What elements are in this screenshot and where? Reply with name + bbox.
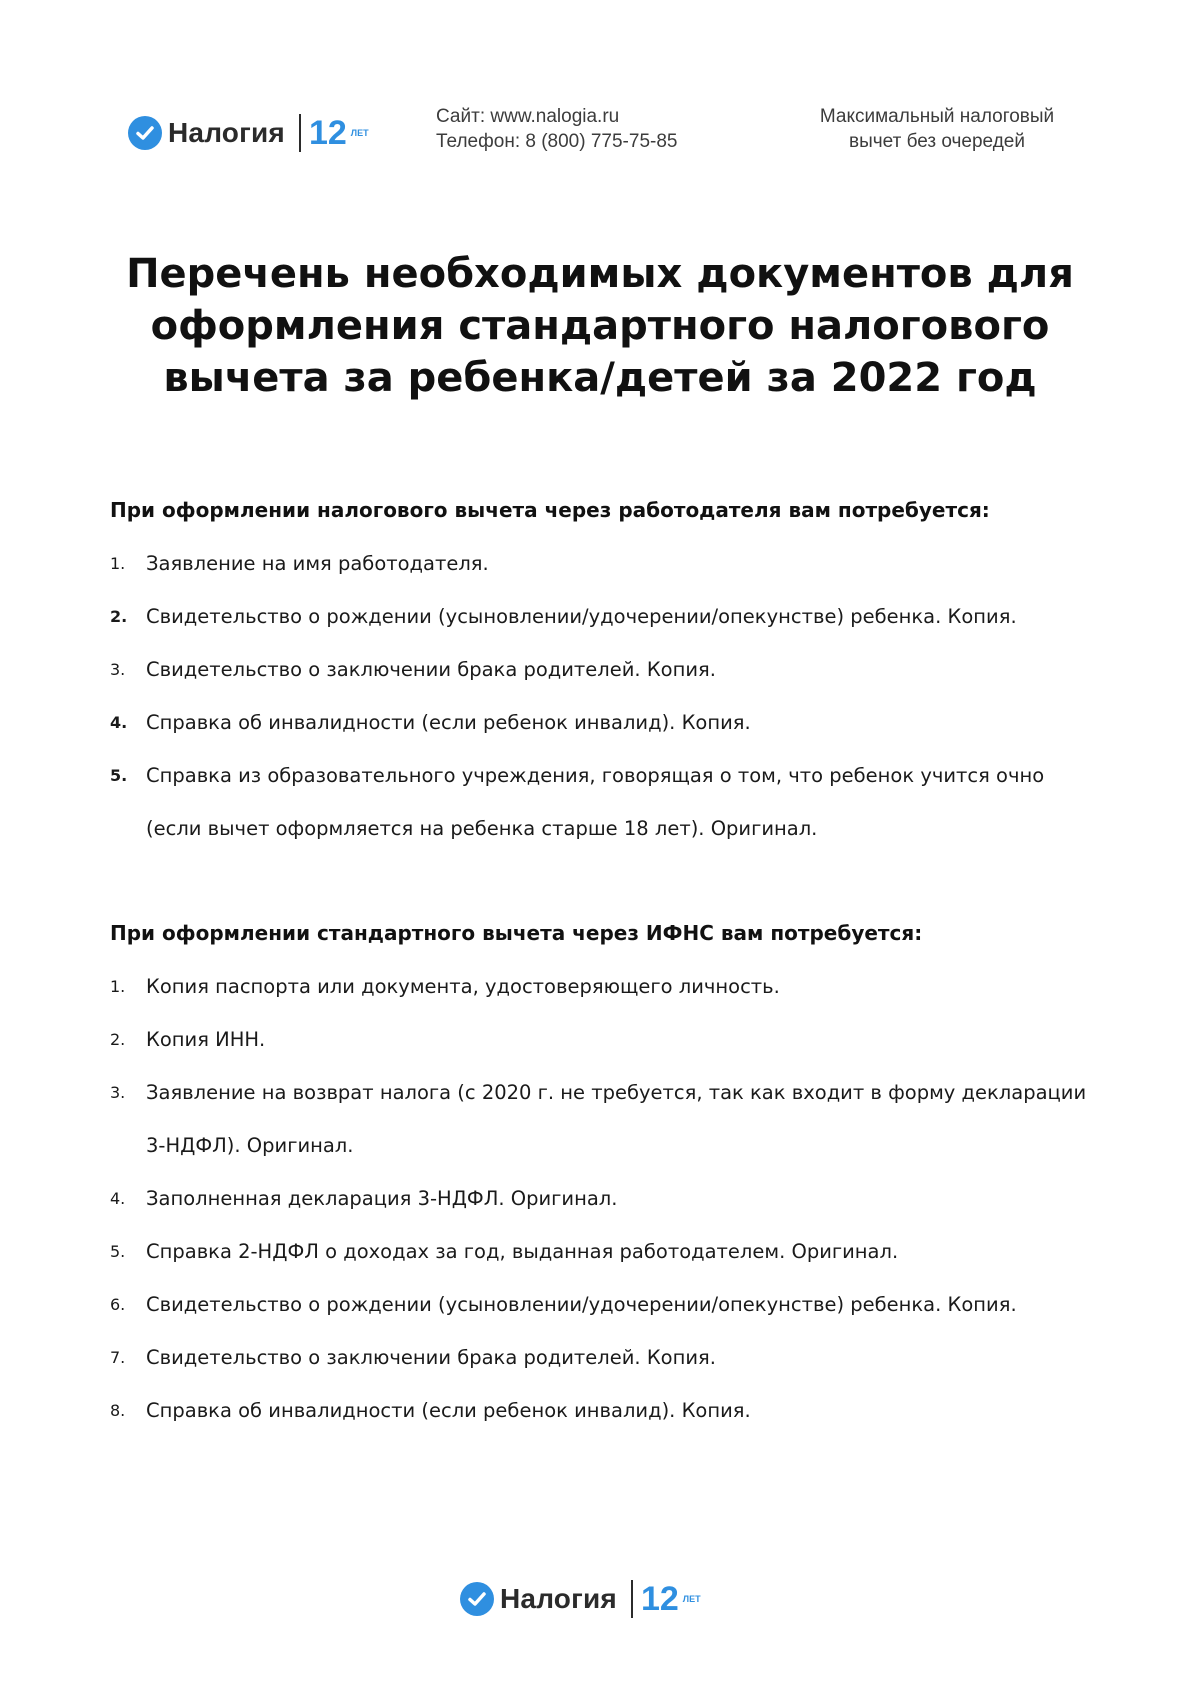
list-item — [110, 1172, 1100, 1225]
list-item — [110, 960, 1100, 1013]
list-item — [110, 696, 1100, 749]
tagline-line-1: Максимальный налоговый — [819, 106, 1055, 127]
list-item-text: Заявление на возврат налога (с 2020 г. не требуется, так как входит в форму декларации 3-НДФЛ). Оригинал. — [146, 1081, 1087, 1157]
list-item-text: Копия ИНН. — [146, 1028, 266, 1051]
employer-documents-list — [110, 537, 1100, 855]
list-item-number: 2. — [110, 607, 128, 626]
logo-divider — [631, 1580, 633, 1618]
list-item-number: 5. — [110, 766, 128, 785]
list-item-number: 8. — [110, 1401, 126, 1420]
list-item-text: Копия паспорта или документа, удостоверяющего личность. — [146, 975, 780, 998]
section-employer-heading: При оформлении налогового вычета через работодателя вам потребуется: — [110, 498, 990, 522]
contact-info — [436, 104, 677, 154]
list-item-number: 1. — [110, 977, 126, 996]
list-item — [110, 1013, 1100, 1066]
tagline — [802, 104, 1072, 154]
list-item-number: 7. — [110, 1348, 126, 1367]
list-item-text: Заявление на имя работодателя. — [146, 552, 489, 575]
list-item — [110, 1278, 1100, 1331]
footer-logo[interactable] — [460, 1580, 701, 1618]
logo-divider — [299, 114, 301, 152]
list-item-text: Справка 2-НДФЛ о доходах за год, выданная работодателем. Оригинал. — [146, 1240, 899, 1263]
list-item-text: Справка об инвалидности (если ребенок инвалид). Копия. — [146, 711, 751, 734]
list-item-number: 3. — [110, 1083, 126, 1102]
list-item-number: 5. — [110, 1242, 126, 1261]
list-item-text: Свидетельство о заключении брака родителей. Копия. — [146, 1346, 716, 1369]
logo-years-label: ЛЕТ — [350, 127, 369, 138]
list-item — [110, 537, 1100, 590]
list-item-text: Свидетельство о рождении (усыновлении/удочерении/опекунстве) ребенка. Копия. — [146, 1293, 1017, 1316]
section-ifns-heading: При оформлении стандартного вычета через ИФНС вам потребуется: — [110, 921, 923, 945]
list-item-text: Заполненная декларация 3-НДФЛ. Оригинал. — [146, 1187, 618, 1210]
title-line-3: вычета за ребенка/детей за 2022 год — [163, 355, 1037, 401]
list-item — [110, 1066, 1100, 1172]
list-item — [110, 1384, 1100, 1437]
list-item-number: 2. — [110, 1030, 126, 1049]
list-item — [110, 1331, 1100, 1384]
list-item-number: 4. — [110, 1189, 126, 1208]
site-link[interactable]: Сайт: www.nalogia.ru — [436, 106, 620, 127]
list-item — [110, 1225, 1100, 1278]
list-item-number: 1. — [110, 554, 126, 573]
title-line-2: оформления стандартного налогового — [150, 303, 1050, 349]
list-item-text: Справка из образовательного учреждения, говорящая о том, что ребенок учится очно (если вычет оформляется на ребенка старше 18 лет). Оригинал. — [146, 764, 1045, 840]
list-item-text: Справка об инвалидности (если ребенок инвалид). Копия. — [146, 1399, 751, 1422]
title-line-1: Перечень необходимых документов для — [126, 251, 1074, 297]
tagline-line-2: вычет без очередей — [849, 131, 1025, 152]
list-item-number: 3. — [110, 660, 126, 679]
logo-brand-name: Налогия — [168, 117, 285, 148]
list-item-number: 4. — [110, 713, 128, 732]
ifns-documents-list — [110, 960, 1100, 1437]
logo-years: 12 — [640, 1580, 679, 1618]
logo-brand-name: Налогия — [500, 1583, 617, 1614]
list-item — [110, 590, 1100, 643]
list-item-text: Свидетельство о заключении брака родителей. Копия. — [146, 658, 716, 681]
logo-years: 12 — [308, 114, 347, 152]
page-title — [100, 248, 1100, 404]
list-item-text: Свидетельство о рождении (усыновлении/удочерении/опекунстве) ребенка. Копия. — [146, 605, 1017, 628]
phone-number[interactable]: Телефон: 8 (800) 775-75-85 — [436, 131, 678, 152]
page-header — [128, 100, 1072, 170]
nalogia-logo[interactable] — [128, 114, 369, 152]
check-circle-icon — [128, 116, 162, 150]
logo-years-label: ЛЕТ — [682, 1593, 701, 1604]
list-item — [110, 643, 1100, 696]
check-circle-icon — [460, 1582, 494, 1616]
list-item-number: 6. — [110, 1295, 126, 1314]
list-item — [110, 749, 1100, 855]
